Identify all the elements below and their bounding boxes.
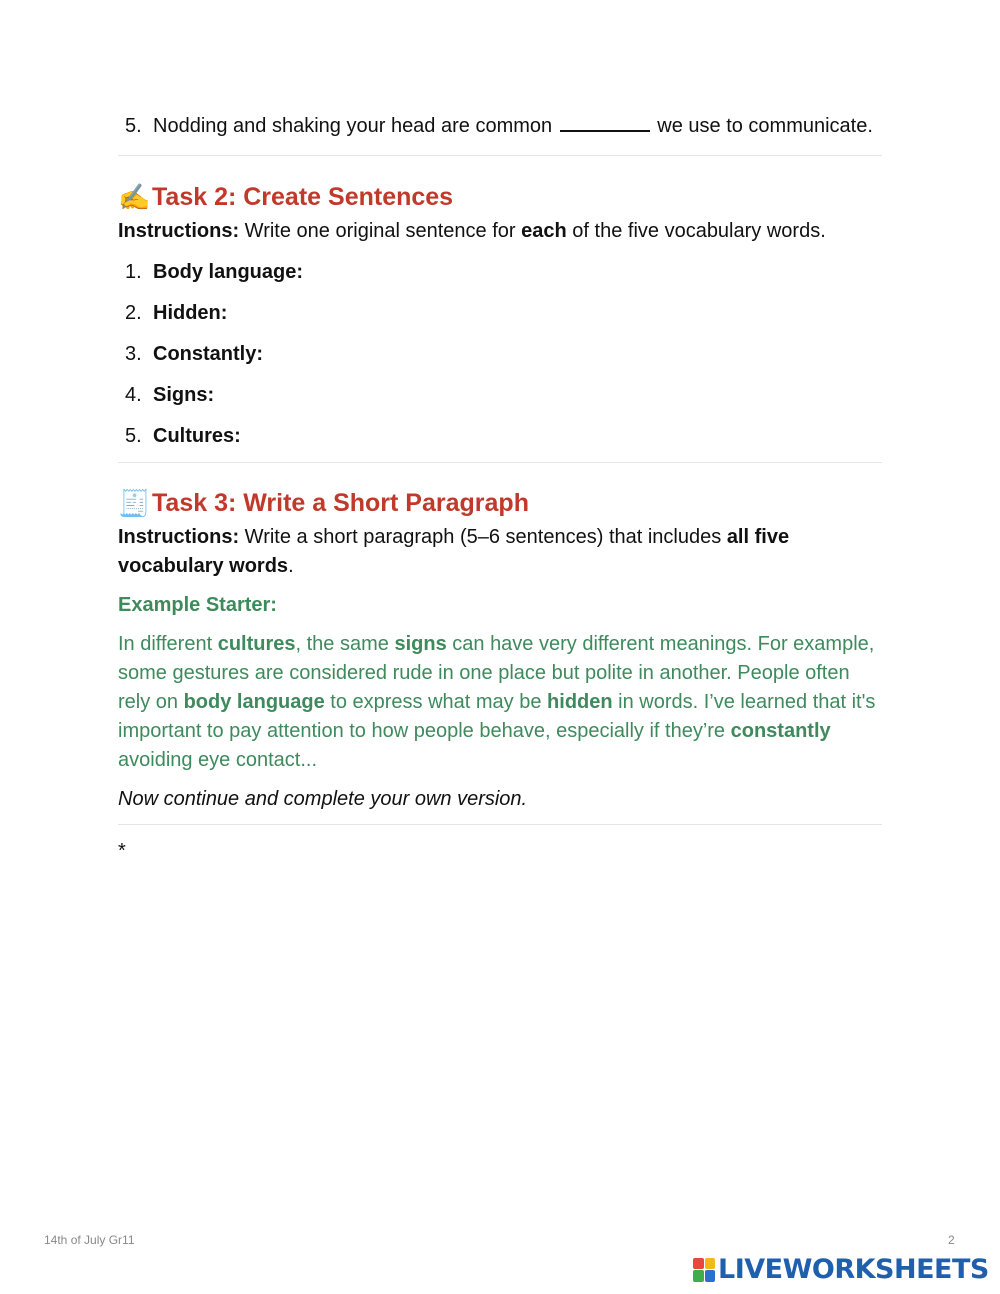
task2-title: Task 2: Create Sentences — [152, 182, 454, 211]
list-item: 4. Signs: — [118, 381, 882, 410]
divider — [118, 155, 882, 156]
page-number: 2 — [948, 1233, 955, 1247]
example-starter-label: Example Starter: — [118, 594, 277, 616]
worksheet-page — [118, 112, 882, 866]
asterisk-marker: * — [118, 840, 126, 862]
question-5 — [118, 112, 882, 141]
task3-title: Task 3: Write a Short Paragraph — [152, 488, 529, 517]
task2-instructions: Instructions: Write one original sentence for each of the five vocabulary words. — [118, 220, 826, 242]
question-text: Nodding and shaking your head are common we use to communicate. — [153, 115, 873, 137]
receipt-icon: 🧾 — [118, 487, 151, 518]
answer-blank[interactable] — [560, 116, 650, 132]
question-number: 5. — [125, 115, 142, 137]
liveworksheets-logo — [693, 1254, 989, 1285]
writing-hand-icon: ✍️ — [118, 181, 151, 212]
list-item: 2. Hidden: — [118, 299, 882, 328]
divider — [118, 824, 882, 825]
list-item: 3. Constantly: — [118, 340, 882, 369]
task3-instructions: Instructions: Write a short paragraph (5–6 sentences) that includes all five vocabulary words. — [118, 526, 790, 577]
task2-heading — [118, 177, 882, 217]
task3-heading — [118, 483, 882, 523]
vocab-signs: Signs: — [153, 384, 215, 406]
list-item: 1. Body language: — [118, 258, 882, 287]
vocab-hidden: Hidden: — [153, 302, 228, 324]
divider — [118, 462, 882, 463]
vocabulary-list — [118, 258, 882, 451]
example-paragraph: In different cultures, the same signs can have very different meanings. For example, some gestures are considered rude in one place but polite in another. People often rely on body language to express what may be hidden in words. I’ve learned that it's important to pay attention to how people behave, especially if they’re constantly avoiding eye contact... — [118, 633, 876, 771]
footer-title: 14th of July Gr11 — [44, 1233, 135, 1247]
logo-text: LIVEWORKSHEETS — [718, 1254, 989, 1285]
vocab-cultures: Cultures: — [153, 425, 241, 447]
list-item: 5. Cultures: — [118, 422, 882, 451]
vocab-body-language: Body language: — [153, 261, 304, 283]
vocab-constantly: Constantly: — [153, 343, 263, 365]
continue-instruction: Now continue and complete your own version. — [118, 788, 528, 810]
liveworksheets-logo-icon — [693, 1258, 715, 1282]
